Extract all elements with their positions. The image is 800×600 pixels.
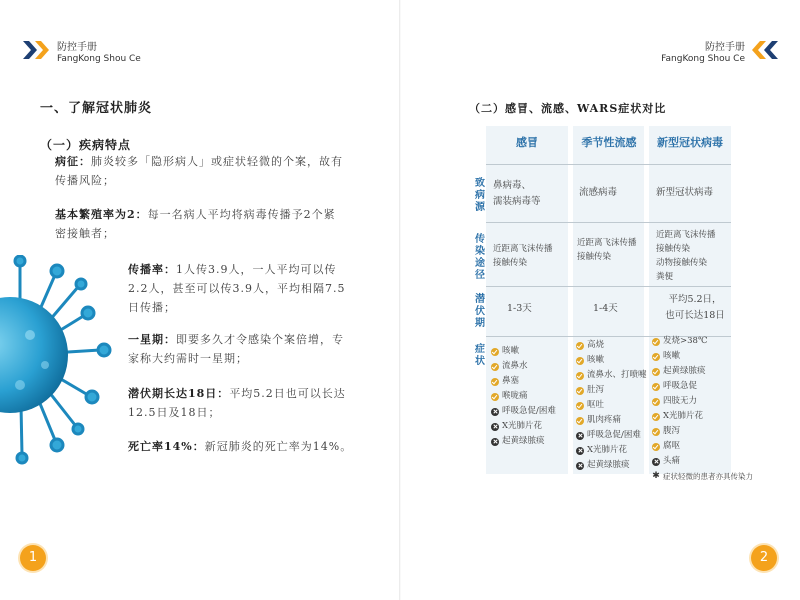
- symptom-item: [652, 379, 782, 394]
- symptom-item: [491, 389, 571, 404]
- page-number: 1: [20, 545, 46, 571]
- symptom-text: 流鼻水、打喷嚏: [587, 370, 647, 380]
- asterisk-icon: ✱: [652, 471, 660, 481]
- row-divider: [486, 164, 731, 165]
- column-header-covid: 新型冠状病毒: [657, 136, 723, 149]
- transmission-item: 动物接触传染: [656, 258, 708, 268]
- para-label: 基本繁殖率为2：: [55, 208, 148, 221]
- para-label: 病征：: [55, 155, 91, 168]
- row-divider: [486, 222, 731, 223]
- para-text: 肺炎较多「隐形病人」或症状轻微的个案，故有传播风险；: [55, 155, 343, 187]
- transmission-item: 接触传染: [493, 258, 528, 268]
- symptom-comparison-table: [471, 126, 781, 481]
- symptom-text: 呼吸急促: [663, 381, 698, 391]
- symptom-item: [576, 458, 648, 473]
- column-header-cold: 感冒: [516, 136, 538, 149]
- symptom-text: 鼻塞: [502, 376, 520, 386]
- symptom-text: 咳嗽: [587, 355, 605, 365]
- symptom-item: [576, 338, 648, 353]
- brand: [57, 42, 141, 65]
- comparison-title: （二）感冒、流感、WARS症状对比: [469, 102, 667, 115]
- check-icon: [652, 383, 660, 391]
- symptom-item: [652, 469, 782, 484]
- chevron-logo-icon: [748, 41, 778, 59]
- para-text: 即要多久才令感染个案倍增，专家称大约需时一星期；: [128, 333, 344, 365]
- symptom-text: 呕吐: [587, 400, 605, 410]
- page-number: 2: [751, 545, 777, 571]
- symptom-text: 四肢无力: [663, 396, 698, 406]
- check-icon: [491, 363, 499, 371]
- symptom-item: [576, 398, 648, 413]
- symptom-item: [576, 353, 648, 368]
- row-label-transmission: 传染途径: [475, 234, 485, 281]
- para-incubation: [128, 384, 348, 422]
- check-icon: [491, 393, 499, 401]
- cell-symptoms-covid: [652, 334, 782, 484]
- cell-incubation-cold: 1-3天: [507, 303, 532, 314]
- symptom-text: 腐呕: [663, 441, 681, 451]
- virus-illustration-icon: [0, 255, 120, 465]
- row-divider: [486, 286, 731, 287]
- check-icon: [576, 342, 584, 350]
- check-icon: [576, 402, 584, 410]
- right-page: [400, 0, 800, 600]
- para-text: 平均5.2日也可以长达12.5日及18日；: [128, 387, 346, 419]
- para-text: 每一名病人平均将病毒传播予2个紧密接触者；: [55, 208, 336, 240]
- symptom-text: 头痛: [663, 456, 681, 466]
- symptom-text: 咳嗽: [502, 346, 520, 356]
- cell-pathogen-covid: 新型冠状病毒: [656, 187, 714, 198]
- para-label: 传播率：: [128, 263, 176, 276]
- symptom-item: [576, 383, 648, 398]
- para-label: 死亡率14%：: [128, 440, 205, 453]
- cell-transmission-flu: [577, 236, 647, 264]
- row-label-incubation: 潜伏期: [475, 294, 485, 329]
- symptom-text: 肚泻: [587, 385, 605, 395]
- symptom-item: [652, 454, 782, 469]
- symptom-item: [491, 404, 571, 419]
- brand-en: FangKong Shou Ce: [57, 54, 141, 64]
- symptom-item: [652, 364, 782, 379]
- symptom-text: 腹泻: [663, 426, 681, 436]
- transmission-item: 近距离飞沫传播: [656, 230, 716, 240]
- cell-transmission-covid: [656, 228, 734, 284]
- para-r0: [55, 205, 345, 243]
- check-icon: [652, 398, 660, 406]
- cell-incubation-flu: 1-4天: [593, 303, 618, 314]
- cell-transmission-cold: [493, 242, 568, 270]
- check-icon: [652, 353, 660, 361]
- symptom-item: [491, 359, 571, 374]
- check-icon: [652, 338, 660, 346]
- symptom-text: 咳嗽: [663, 351, 681, 361]
- symptom-item: [576, 368, 648, 383]
- symptom-item: [652, 334, 782, 349]
- brand-cn: 防控手册: [705, 42, 745, 53]
- para-mortality: [128, 437, 358, 456]
- symptom-text: 起黄绿脓痰: [587, 460, 630, 470]
- symptom-text: X光肺片花: [587, 445, 628, 455]
- check-icon: [576, 357, 584, 365]
- symptom-text: 呼吸急促/困难: [587, 430, 641, 440]
- symptom-item: [491, 374, 571, 389]
- symptom-text: 呼吸急促/困难: [502, 406, 556, 416]
- brand: [661, 42, 745, 65]
- brand-cn: 防控手册: [57, 42, 97, 53]
- para-label: 一星期：: [128, 333, 176, 346]
- symptom-text: 症状轻微的患者亦具传染力: [663, 472, 753, 481]
- row-label-pathogen: 致病源: [475, 178, 485, 213]
- check-icon: [576, 372, 584, 380]
- symptom-item: [491, 434, 571, 449]
- check-icon: [491, 348, 499, 356]
- symptom-text: X光肺片花: [663, 411, 704, 421]
- symptom-item: [491, 344, 571, 359]
- cross-icon: [491, 423, 499, 431]
- transmission-item: 近距离飞沫传播: [493, 244, 553, 254]
- symptom-item: [491, 419, 571, 434]
- symptom-text: 喉咙痛: [502, 391, 528, 401]
- section-title: 一、了解冠状肺炎: [40, 101, 153, 116]
- para-transmission-rate: [128, 260, 348, 317]
- brand-en: FangKong Shou Ce: [661, 54, 745, 64]
- symptom-text: 发烧>38℃: [663, 336, 708, 346]
- cell-symptoms-cold: [491, 344, 571, 449]
- symptom-item: [576, 413, 648, 428]
- sub-title: （一）疾病特点: [40, 138, 132, 152]
- symptom-text: X光肺片花: [502, 421, 543, 431]
- symptom-item: [652, 394, 782, 409]
- cross-icon: [576, 462, 584, 470]
- symptom-text: 起黄绿脓痰: [502, 436, 545, 446]
- check-icon: [576, 417, 584, 425]
- symptom-item: [652, 424, 782, 439]
- row-label-symptoms: 症状: [475, 344, 485, 367]
- symptom-text: 肌肉疼痛: [587, 415, 622, 425]
- symptom-text: 起黄绿脓痰: [663, 366, 706, 376]
- para-one-week: [128, 330, 348, 368]
- cell-incubation-covid: 平均5.2日， 也可长达18日: [665, 294, 725, 321]
- transmission-item: 近距离飞沫传播: [577, 238, 637, 248]
- cross-icon: [652, 458, 660, 466]
- check-icon: [652, 413, 660, 421]
- para-text: 新冠肺炎的死亡率为14%。: [204, 440, 353, 453]
- transmission-item: 接触传染: [656, 244, 691, 254]
- check-icon: [576, 387, 584, 395]
- symptom-item: [652, 409, 782, 424]
- symptom-text: 流鼻水: [502, 361, 528, 371]
- symptom-text: 高烧: [587, 340, 605, 350]
- transmission-item: 粪便: [656, 272, 674, 282]
- column-header-flu: 季节性流感: [581, 136, 637, 149]
- transmission-item: 接触传染: [577, 252, 612, 262]
- cross-icon: [491, 438, 499, 446]
- check-icon: [652, 428, 660, 436]
- symptom-item: [576, 428, 648, 443]
- cell-pathogen-flu: 流感病毒: [579, 187, 618, 198]
- para-symptom: [55, 152, 345, 190]
- chevron-logo-icon: [23, 41, 53, 59]
- symptom-item: [652, 349, 782, 364]
- cross-icon: [491, 408, 499, 416]
- check-icon: [652, 368, 660, 376]
- check-icon: [652, 443, 660, 451]
- cell-symptoms-flu: [576, 338, 648, 473]
- para-text: 1人传3.9人，一人平均可以传2.2人，甚至可以传3.9人，平均相隔7.5日传播；: [128, 263, 346, 314]
- symptom-item: [652, 439, 782, 454]
- para-label: 潜伏期长达18日：: [128, 387, 230, 400]
- check-icon: [491, 378, 499, 386]
- cross-icon: [576, 432, 584, 440]
- symptom-item: [576, 443, 648, 458]
- cross-icon: [576, 447, 584, 455]
- cell-pathogen-cold: 鼻病毒、 濡装病毒等: [493, 180, 541, 207]
